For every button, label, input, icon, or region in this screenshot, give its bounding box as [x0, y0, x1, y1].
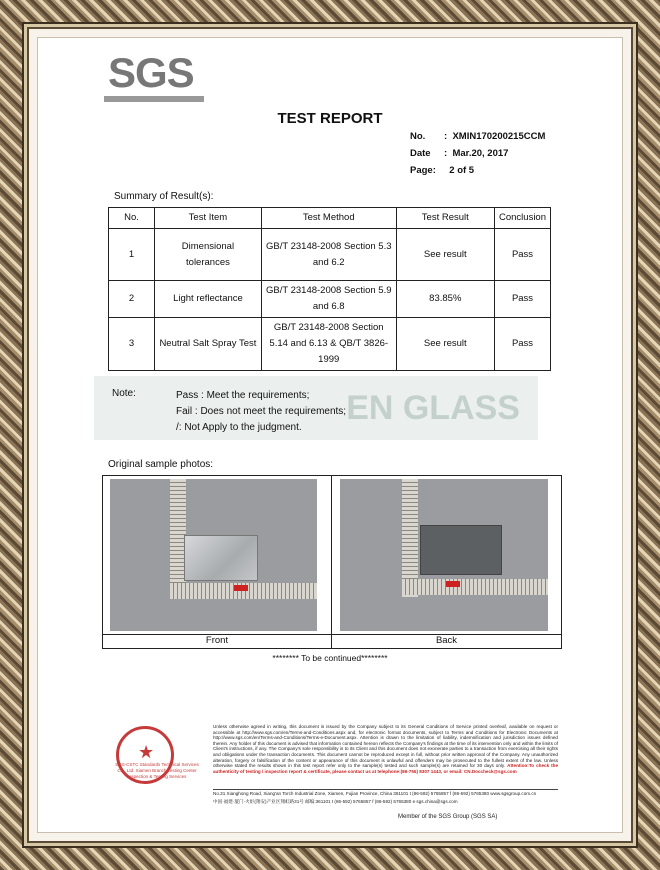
back-sample-photo	[340, 479, 548, 631]
cell-no: 2	[109, 281, 155, 318]
continued-note: ******** To be continued********	[272, 653, 388, 663]
cell-result: See result	[396, 318, 494, 371]
notes	[176, 388, 346, 436]
note-label: Note:	[112, 388, 136, 399]
table-header-row	[109, 208, 551, 229]
terms-attention: Attention:To check the authenticity of testing / inspection report & certificate, please contact us at telephone:(86-755) 8307 1443, or email: CN.Doccheck@sgs.com	[213, 763, 558, 774]
note-fail: Fail : Does not meet the requirements;	[176, 406, 347, 417]
meta-date: Date : Mar.20, 2017	[410, 148, 509, 159]
note-pass: Pass : Meet the requirements;	[176, 390, 310, 401]
address-cn: 中国·福建·厦门·火炬(翔安)产业区翔虹路31号 邮编:361101 t (86-592) 5765857 f (86-592) 5765380 e sgs.china@sgs.com	[213, 799, 458, 804]
cell-result: See result	[396, 229, 494, 281]
star-icon: ★	[138, 742, 155, 762]
report-page-number: 2 of 5	[449, 165, 475, 176]
results-table	[108, 207, 551, 371]
photos-table	[102, 475, 562, 649]
cell-method: GB/T 23148-2008 Section 5.3 and 6.2	[261, 229, 396, 281]
watermark: EN GLASS	[94, 376, 538, 440]
header-test-result: Test Result	[396, 208, 494, 229]
cell-no: 3	[109, 318, 155, 371]
meta-number: No. : XMIN170200215CCM	[410, 131, 546, 142]
note-na: /: Not Apply to the judgment.	[176, 422, 302, 433]
meta-page: Page: 2 of 5	[410, 165, 475, 176]
cell-conclusion: Pass	[495, 318, 551, 371]
cell-no: 1	[109, 229, 155, 281]
seal-text: SGS-CSTC Standards Technical Services Co., Ltd. Xiamen Branch Testing Center Inspection & Testing Services	[115, 762, 199, 779]
report-number: XMIN170200215CCM	[452, 131, 546, 142]
mirror-sample-back	[420, 525, 502, 575]
cell-item: Neutral Salt Spray Test	[154, 318, 261, 371]
report-meta	[410, 128, 545, 179]
table-row	[109, 318, 551, 371]
address-en: No.31 Xianghong Road, Xiang'an Torch Industrial Zone, Xiamen, Fujian Province, China 361101 t (86-592) 5765857 f (86-592) 5765380 www.sgsgroup.com.cn	[213, 791, 537, 796]
ruler-icon	[402, 579, 548, 595]
caption-back: Back	[435, 635, 458, 646]
cell-result: 83.85%	[396, 281, 494, 318]
sgs-logo: SGS	[108, 49, 194, 96]
table-row	[109, 229, 551, 281]
cell-conclusion: Pass	[495, 281, 551, 318]
address-block	[213, 789, 558, 806]
cell-item: Dimensional tolerances	[154, 229, 261, 281]
member-note: Member of the SGS Group (SGS SA)	[398, 814, 498, 820]
table-row	[109, 281, 551, 318]
front-sample-photo	[110, 479, 317, 631]
header-no: No.	[109, 208, 155, 229]
header-conclusion: Conclusion	[495, 208, 551, 229]
report-date: Mar.20, 2017	[452, 148, 509, 159]
logo-bar	[104, 96, 204, 102]
report-page	[38, 38, 622, 832]
photos-label: Original sample photos:	[108, 459, 214, 470]
cell-method: GB/T 23148-2008 Section 5.14 and 6.13 & QB/T 3826-1999	[261, 318, 396, 371]
caption-front: Front	[205, 635, 229, 646]
mirror-sample	[184, 535, 258, 581]
header-test-item: Test Item	[154, 208, 261, 229]
photo-divider	[331, 476, 332, 648]
report-title: TEST REPORT	[277, 110, 383, 127]
header-test-method: Test Method	[261, 208, 396, 229]
terms-text: Unless otherwise agreed in writing, this document is issued by the Company subject to its General Conditions of Service printed overleaf, available on request or accessible at http://www.sgs.com/en/Terms-and-Conditions.aspx and, for electronic format documents, subject to Terms and Conditions for Electronic Documents at http://www.sgs.com/en/Terms-and-Conditions/Terms-e-Document.aspx. Attention is drawn to the limitation of liability, indemnification and jurisdiction issues defined therein. Any holder of this document is advised that information contained hereon reflects the Company's findings at the time of its intervention only and within the limits of Client's instructions, if any. The Company's sole responsibility is to its Client and this document does not exonerate parties to a transaction from exercising all their rights and obligations under the transaction documents. This document cannot be reproduced except in full, without prior written approval of the Company. Any unauthorized alteration, forgery or falsification of the content or appearance of this document is unlawful and offenders may be prosecuted to the fullest extent of the law. Unless otherwise stated the results shown in this test report refer only to the sample(s) tested and such sample(s) are retained for 30 days only. Attention:To check the authenticity of testing / inspection report & certificate, please contact us at telephone:(86-755) 8307 1443, or email: CN.Doccheck@sgs.com	[213, 724, 558, 774]
cell-item: Light reflectance	[154, 281, 261, 318]
ruler-tag	[446, 581, 460, 587]
summary-label: Summary of Result(s):	[114, 191, 214, 202]
cell-method: GB/T 23148-2008 Section 5.9 and 6.8	[261, 281, 396, 318]
ruler-tag	[234, 585, 248, 591]
cell-conclusion: Pass	[495, 229, 551, 281]
